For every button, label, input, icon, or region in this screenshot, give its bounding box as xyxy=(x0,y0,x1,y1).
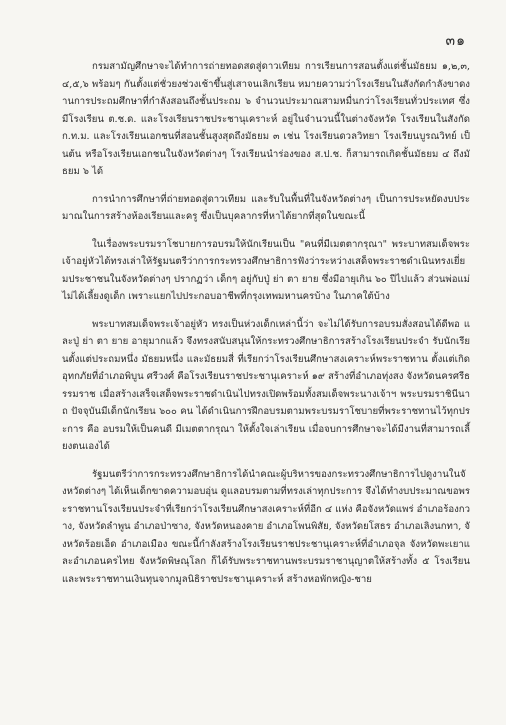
page-number: ๓๑ xyxy=(445,33,466,49)
paragraph: ในเรื่องพระบรมราโชบายการอบรมให้นักเรียนเป็น "คนที่มีเมตตากรุณา" พระบาทสมเด็จพระเจ้าอยู่หัวได้ทรงเล่าให้รัฐมนตรีว่าการกระทรวงศึกษาธิการฟังว่าระหว่างเสด็จพระราชดำเนินทรงเยี่ยมประชาชนในจังหวัดต่างๆ ปรากฏว่า เด็กๆ อยู่กับปู่ ย่า ตา ยาย ซึ่งมีอายุเกิน ๖๐ ปีไปแล้ว ส่วนพ่อแม่ไม่ได้เลี้ยงดูเด็ก เพราะแยกไปประกอบอาชีพที่กรุงเทพมหานครบ้าง ในภาคใต้บ้าง xyxy=(62,238,470,302)
paragraph: รัฐมนตรีว่าการกระทรวงศึกษาธิการได้นำคณะผู้บริหารของกระทรวงศึกษาธิการไปดูงานในจังหวัดต่างๆ ได้เห็นเด็กขาดความอบอุ่น ดูแลอบรมตามที่ทรงเล่าทุกประการ จึงได้ทำงบประมาณขอพระราชทานโรงเรียนประจำที่เรียกว่าโรงเรียนศึกษาสงเคราะห์ที่อีก ๔ แห่ง คือจังหวัดแพร่ อำเภอร้องกวาง, จังหวัดลำพูน อำเภอป่าซาง, จังหวัดหนองคาย อำเภอโพนพิสัย, จังหวัดยโสธร อำเภอเลิงนกทา, จังหวัดร้อยเอ็ด อำเภอเมือง ขณะนี้กำลังสร้างโรงเรียนราชประชานุเคราะห์ที่อำเภอจุล จังหวัดพะเยาและอำเภอนครไทย จังหวัดพิษณุโลก ก็ได้รับพระราชทานพระบรมราชานุญาตให้สร้างทั้ง ๕ โรงเรียน และพระราชทานเงินทุนจากมูลนิธิราชประชานุเคราะห์ สร้างหอพักหญิง-ชาย xyxy=(62,468,470,585)
paragraph: การนำการศึกษาที่ถ่ายทอดสู่ดาวเทียม และรับในพื้นที่ในจังหวัดต่างๆ เป็นการประหยัดงบประมาณในการสร้างห้องเรียนและครู ซึ่งเป็นบุคลากรที่หาได้ยากที่สุดในขณะนี้ xyxy=(62,193,470,222)
body-text xyxy=(62,58,470,598)
paragraph: กรมสามัญศึกษาจะได้ทำการถ่ายทอดสดสู่ดาวเทียม การเรียนการสอนตั้งแต่ชั้นมัธยม ๑,๒,๓,๔,๕,๖ พร้อมๆ กันตั้งแต่ชั่วยงช่วงเช้าขึ้นสู่เสาจนเลิกเรียน หมายความว่าโรงเรียนในสังกัดกำลังขาดงานการประถมศึกษาที่กำลังสอนถึงชั้นประถม ๖ จำนวนประมาณสามหมื่นกว่าโรงเรียนทั่วประเทศ ซึ่งมีโรงเรียน ต.ช.ด. และโรงเรียนราชประชานุเคราะห์ อยู่ในจำนวนนี้ในต่างจังหวัด โรงเรียนในสังกัด ก.ท.ม. และโรงเรียนเอกชนที่สอนชั้นสูงสุดถึงมัธยม ๓ เช่น โรงเรียนดวลวิทยา โรงเรียนบูรณวิทย์ เป็นต้น หรือโรงเรียนเอกชนในจังหวัดต่างๆ โรงเรียนนำร่องของ ส.ป.ช. ก็สามารถเกิดชั้นมัธยม ๔ ถึงมัธยม ๖ ได้ xyxy=(62,61,470,177)
paragraph: พระบาทสมเด็จพระเจ้าอยู่หัว ทรงเป็นห่วงเด็กเหล่านี้ว่า จะไม่ได้รับการอบรมสั่งสอนได้ดีพอ และปู่ ย่า ตา ยาย อายุมากแล้ว จึงทรงสนับสนุนให้กระทรวงศึกษาธิการสร้างโรงเรียนประจำ รับนักเรียนตั้งแต่ประถมหนึ่ง มัธยมหนึ่ง และมัธยมสี่ ที่เรียกว่าโรงเรียนศึกษาสงเคราะห์พระราชทาน ตั้งแต่เกิดอุทกภัยที่อำเภอพิบูน ศรีวงศ์ คือโรงเรียนราชประชานุเคราะห์ ๑๙ สร้างที่อำเภอทุ่งสง จังหวัดนครศรีธรรมราช เมื่อสร้างเสร็จเสด็จพระราชดำเนินไปทรงเปิดพร้อมทั้งสมเด็จพระนางเจ้าฯ พระบรมราชินีนาถ ปัจจุบันมีเด็กนักเรียน ๖๐๐ คน ได้ดำเนินการฝึกอบรมตามพระบรมราโชบายที่พระราชทานไว้ทุกประการ คือ อบรมให้เป็นคนดี มีเมตตากรุณา ให้ตั้งใจเล่าเรียน เมื่อจบการศึกษาจะได้มีงานที่สามารถเลี้ยงตนเองได้ xyxy=(62,318,470,452)
